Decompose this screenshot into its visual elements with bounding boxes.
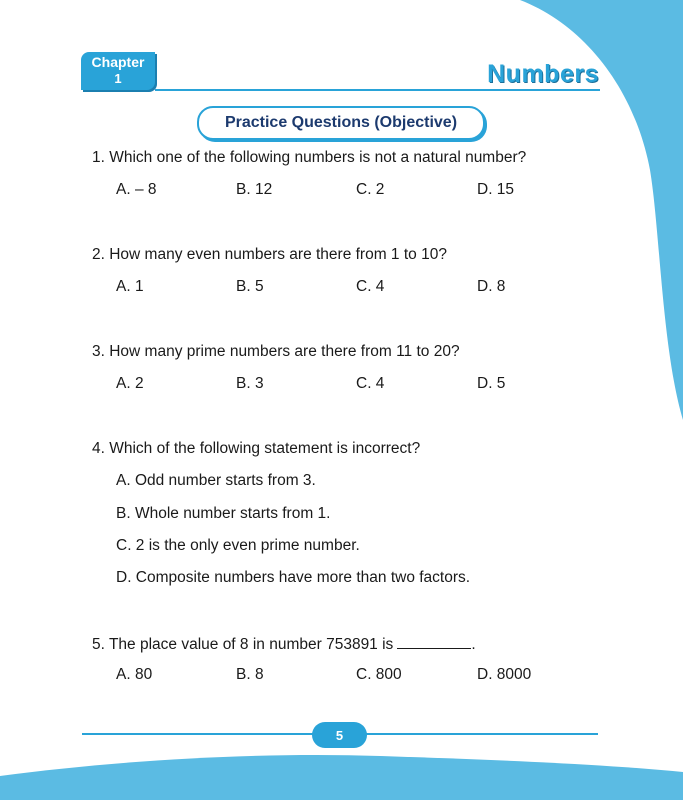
option-c: C. 800: [356, 666, 402, 683]
option-d: D. 5: [477, 375, 506, 392]
footer-line-left: [82, 733, 314, 735]
answer-blank: [397, 634, 471, 649]
statement-a: A. Odd number starts from 3.: [116, 472, 316, 489]
option-a: A. – 8: [116, 181, 157, 198]
option-d: D. 15: [477, 181, 515, 198]
option-d: D. 8: [477, 278, 506, 295]
question-5-suffix: .: [471, 636, 476, 653]
option-a: A. 80: [116, 666, 153, 683]
question-1-options: [116, 181, 596, 201]
option-c: C. 4: [356, 278, 385, 295]
bottom-wave: [0, 755, 683, 800]
option-b: B. 8: [236, 666, 264, 683]
chapter-label: Chapter: [91, 54, 145, 70]
question-3: 3. How many prime numbers are there from 11 to 20?: [92, 343, 460, 360]
option-d: D. 8000: [477, 666, 532, 683]
question-4: 4. Which of the following statement is incorrect?: [92, 440, 421, 457]
chapter-badge: [81, 52, 155, 90]
question-1: 1. Which one of the following numbers is not a natural number?: [92, 149, 527, 166]
question-5-options: [116, 666, 596, 686]
footer-line-right: [365, 733, 598, 735]
statement-b: B. Whole number starts from 1.: [116, 505, 331, 522]
option-a: A. 1: [116, 278, 144, 295]
statement-d: D. Composite numbers have more than two factors.: [116, 569, 471, 586]
chapter-number: 1: [114, 71, 122, 86]
option-a: A. 2: [116, 375, 144, 392]
question-5: [92, 634, 476, 654]
question-3-options: [116, 375, 596, 395]
question-5-text: 5. The place value of 8 in number 753891 is: [92, 636, 394, 653]
option-b: B. 5: [236, 278, 264, 295]
option-b: B. 12: [236, 181, 273, 198]
page-number: 5: [312, 722, 367, 748]
statement-c: C. 2 is the only even prime number.: [116, 537, 360, 554]
option-b: B. 3: [236, 375, 264, 392]
option-c: C. 4: [356, 375, 385, 392]
question-2: 2. How many even numbers are there from 1 to 10?: [92, 246, 447, 263]
question-2-options: [116, 278, 596, 298]
option-c: C. 2: [356, 181, 385, 198]
chapter-title: Numbers: [487, 60, 599, 88]
section-title: Practice Questions (Objective): [197, 106, 485, 140]
header-divider: [155, 89, 600, 91]
